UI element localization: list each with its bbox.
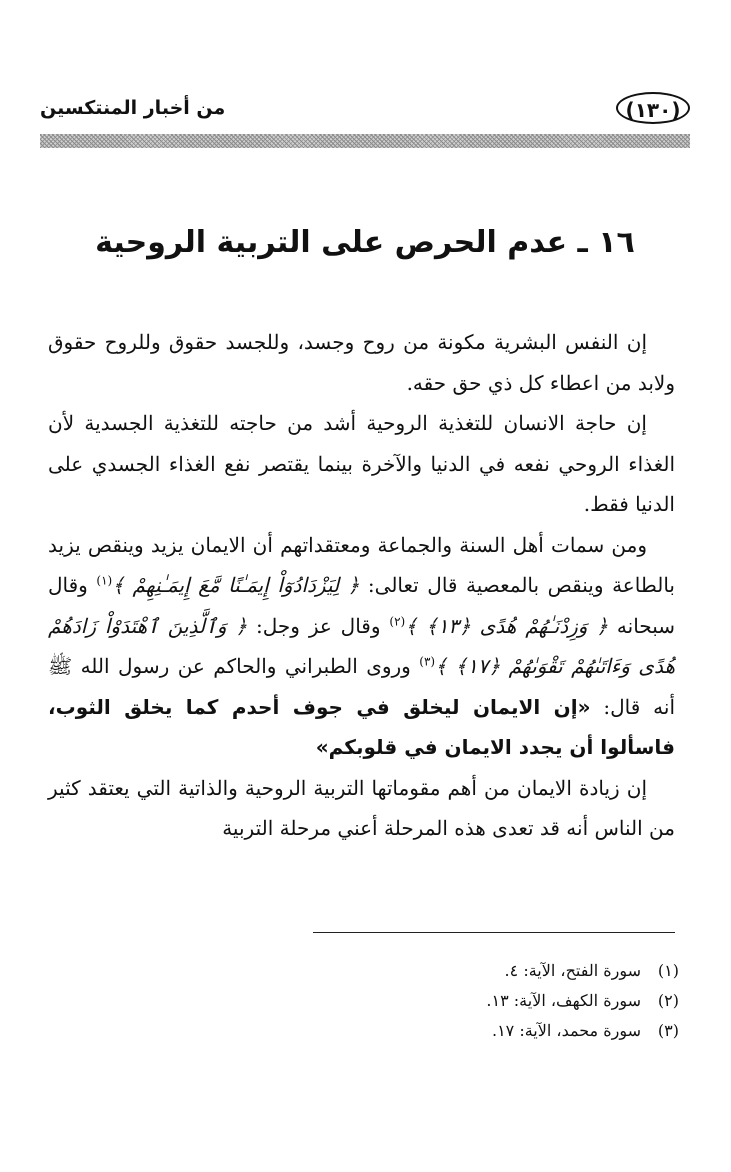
paragraph-4: إن زيادة الايمان من أهم مقوماتها التربية الروحية والذاتية التي يعتقد كثير من الناس أنه قد تعدى هذه المرحلة أعني مرحلة التربية <box>48 775 675 840</box>
footnote-ref-1: (١) <box>96 573 113 588</box>
footnote-text: سورة الكهف، الآية: ١٣. <box>486 991 641 1010</box>
footnote-text: سورة محمد، الآية: ١٧. <box>491 1021 641 1040</box>
page-number: (١٣٠) <box>616 92 690 124</box>
paragraph-3-text-a: ومن سمات أهل السنة والجماعة ومعتقداتهم أن الايمان يزيد وينقص يزيد بالطاعة وينقص بالمعصية قال تعالى: <box>48 532 675 597</box>
footnote-3 <box>119 1016 679 1046</box>
paragraph-3-text-b: وقال سبحانه <box>48 573 676 638</box>
hadith-quote: «إن الايمان ليخلق في جوف أحدم كما يخلق الثوب، فاسألوا أن يجدد الايمان في قلوبكم» <box>48 694 675 759</box>
footnote-2 <box>119 986 679 1016</box>
paragraph-1: إن النفس البشرية مكونة من روح وجسد، وللجسد حقوق وللروح حقوق ولابد من اعطاء كل ذي حق حقه. <box>48 330 675 395</box>
quran-verse-3: ﴿ وَٱلَّذِينَ ٱهْتَدَوْاْ زَادَهُمْ هُدًى وَءَاتَىٰهُمْ تَقْوَىٰهُمْ ﴿١٧﴾ ﴾ <box>48 613 676 678</box>
quran-verse-1: ﴿ لِيَزْدَادُوٓاْ إِيمَـٰنًا مَّعَ إِيمَـٰنِهِمْ ﴾ <box>112 573 360 597</box>
footnote-ref-2: (٢) <box>389 613 406 628</box>
running-header <box>40 92 690 132</box>
footnote-1 <box>119 956 679 986</box>
footnote-number: (٣) <box>657 1021 679 1040</box>
chapter-heading: ١٦ ـ عدم الحرص على التربية الروحية <box>95 225 635 260</box>
footnote-ref-3: (٣) <box>419 654 436 669</box>
header-divider <box>40 134 690 148</box>
footnote-number: (١) <box>657 961 679 980</box>
paragraph-3-text-c: وقال عز وجل: <box>247 613 390 638</box>
paragraph-2: إن حاجة الانسان للتغذية الروحية أشد من حاجته للتغذية الجسدية لأن الغذاء الروحي نفعه في الدنيا والآخرة بينما يقتصر نفع الغذاء الجسدي على الدنيا فقط. <box>48 411 675 516</box>
quran-verse-2: ﴿ وَزِدْنَـٰهُمْ هُدًى ﴿١٣﴾ ﴾ <box>405 613 609 638</box>
paragraph-3 <box>48 525 675 768</box>
body-text <box>48 322 675 849</box>
footnote-text: سورة الفتح، الآية: ٤. <box>504 961 641 980</box>
footnote-number: (٢) <box>657 991 679 1010</box>
footnotes <box>119 956 679 1046</box>
footnote-separator <box>313 932 675 933</box>
running-title: من أخبار المنتكسين <box>40 97 226 119</box>
paragraph-3-text-d: وروى الطبراني والحاكم عن رسول الله ﷺ أنه قال: <box>48 654 676 719</box>
